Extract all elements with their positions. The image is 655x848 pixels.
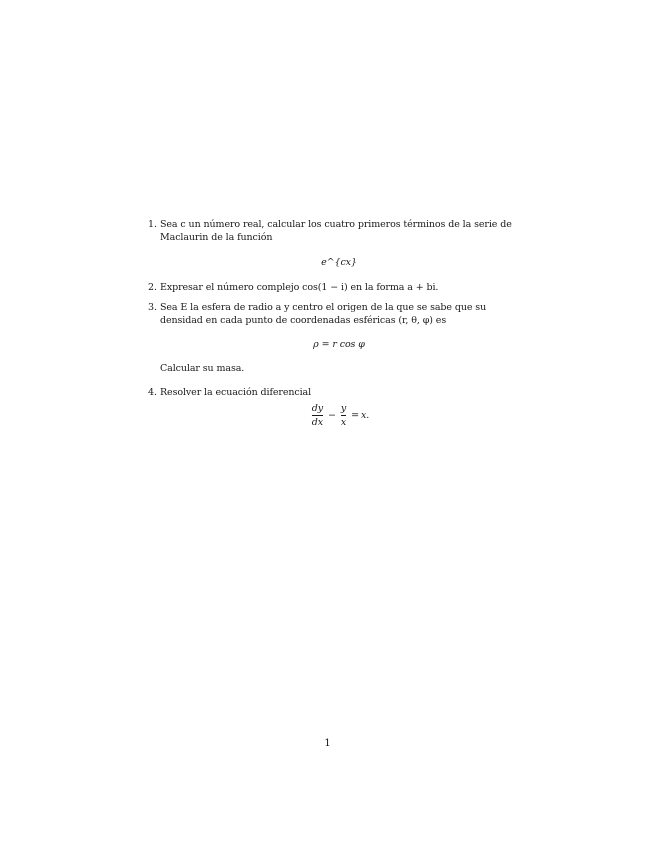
- derivative-denominator: dx: [311, 417, 324, 428]
- problem-2: [148, 281, 518, 294]
- derivative-fraction: [312, 403, 323, 428]
- problem-3: [148, 301, 518, 351]
- problem-2-text: Expresar el número complejo cos(1 − i) en la forma a + bi.: [160, 282, 439, 293]
- ratio-numerator: y: [340, 403, 347, 414]
- ratio-denominator: x: [340, 417, 347, 428]
- problem-3-instruction: Calcular su masa.: [160, 363, 245, 374]
- problem-2-number: 2.: [148, 282, 157, 293]
- page-number: 1: [324, 738, 331, 749]
- problem-4-number: 4.: [148, 387, 157, 398]
- problem-1-text: Sea c un número real, calcular los cuatro primeros términos de la serie de Maclaurin de la función: [160, 219, 512, 243]
- problem-3-number: 3.: [148, 302, 157, 313]
- problem-1-number: 1.: [148, 219, 157, 230]
- problem-4-equation: [160, 403, 518, 428]
- fraction-bar: [312, 415, 323, 416]
- problem-1-formula: e^{cx}: [321, 257, 357, 268]
- problem-3-formula: ρ = r cos φ: [313, 339, 365, 350]
- equals-sign: =: [351, 410, 360, 421]
- ratio-fraction: [341, 403, 346, 428]
- problem-1: [148, 218, 518, 269]
- problem-4: [148, 386, 518, 428]
- problem-4-text: Resolver la ecuación diferencial: [160, 387, 312, 398]
- problem-list: [148, 218, 518, 428]
- fraction-bar: [341, 415, 346, 416]
- derivative-numerator: dy: [311, 403, 324, 414]
- equation-rhs: x.: [361, 410, 370, 421]
- minus-sign: −: [328, 410, 336, 421]
- problem-3-text: Sea E la esfera de radio a y centro el origen de la que se sabe que su densidad en cada punto de coordenadas esféricas (r, θ, φ) es: [160, 302, 487, 326]
